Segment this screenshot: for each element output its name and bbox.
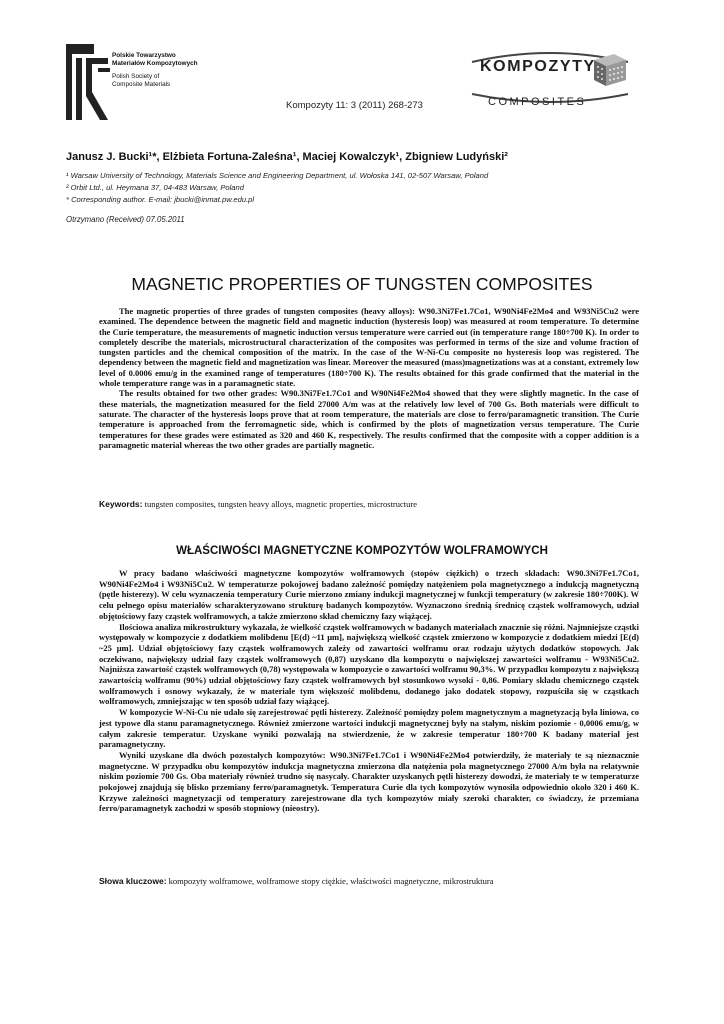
society-pl-line1: Polskie Towarzystwo <box>112 52 176 59</box>
paper-title-en: MAGNETIC PROPERTIES OF TUNGSTEN COMPOSITES <box>131 274 593 294</box>
society-name-pl <box>112 52 198 68</box>
streszczenie-paragraph-3: W kompozycie W-Ni-Cu nie udało się zarejestrować pętli histerezy. Zależność pomiędzy polem magnetycznym a magnetyzacją była liniowa, co jest typowe dla stanu paramagnetycznego. Również zmierzone wartości indukcji magnetycznej były na stałym, niskim poziomie - 0,0006 emu/g, w całym zakresie temperatur. Uzyskane wyniki pozwalają na stwierdzenie, że w zakresie temperatur 180÷700 K badany materiał jest paramagnetyczny. <box>99 707 639 750</box>
logo-cube-icon <box>590 50 630 88</box>
society-en-line1: Polish Society of <box>112 73 160 80</box>
slowa-text: kompozyty wolframowe, wolframowe stopy ciężkie, właściwości magnetyczne, mikrostruktura <box>166 876 494 886</box>
abstract-pl <box>99 568 639 814</box>
ptmk-logo-icon <box>64 42 114 122</box>
authors: Janusz J. Bucki¹*, Elżbieta Fortuna-Zaleśna¹, Maciej Kowalczyk¹, Zbigniew Ludyński² <box>66 151 508 163</box>
journal-logo <box>466 42 638 114</box>
streszczenie-paragraph-2: Ilościowa analiza mikrostruktury wykazała, że wielkość cząstek wolframowych w badanych materiałach znacznie się różni. Najmniejsze cząstki występowały w kompozycie z dodatkiem molibdenu [E(d) ~11 μm], największą wielkość cząstek zmierzono w kompozycie z dodatkiem miedzi [E(d) ~25 μm]. Udział objętościowy fazy cząstek wolframowych zależy od zawartości wolframu oraz rodzaju użytych dodatków stopowych. Jak oczekiwano, największy udział fazy cząstek wolframowych (0,87) uzyskano dla kompozytu o największej zawartości wolframu - W93Ni5Cu2. Najniższa zawartość cząstek wolframowych (0,78) występowała w kompozycie o zawartości wolframu 90,3%. W przypadku kompozytu z największą zawartością wolframu (90%) udział objętościowy fazy cząstek wolframowych był stosunkowo wysoki - 0,86. Pomiary składu chemicznego cząstek wolframowych i osnowy wykazały, że w materiale tym większość molibdenu, dodanego jako dodatek stopowy, rozpuściła się w cząstkach wolframowych, zmniejszając w ten sposób udział fazy wiążącej. <box>99 621 639 707</box>
brand-composites: COMPOSITES <box>488 96 587 108</box>
brand-kompozyty: KOMPOZYTY <box>480 58 596 75</box>
received-date: Otrzymano (Received) 07.05.2011 <box>66 215 185 224</box>
society-en-line2: Composite Materials <box>112 81 171 88</box>
keywords-pl <box>99 876 639 886</box>
keywords-text: tungsten composites, tungsten heavy alloys, magnetic properties, microstructure <box>142 499 418 509</box>
affiliation-1: ¹ Warsaw University of Technology, Materials Science and Engineering Department, ul. Wołoska 141, 02-507 Warsaw, Poland <box>66 171 489 180</box>
paper-title-pl: WŁAŚCIWOŚCI MAGNETYCZNE KOMPOZYTÓW WOLFRAMOWYCH <box>176 545 548 557</box>
abstract-paragraph-1: The magnetic properties of three grades of tungsten composites (heavy alloys): W90.3Ni7Fe1.7Co1, W90Ni4Fe2Mo4 and W93Ni5Cu2 were examined. The dependence between the magnetic field and magnetic induction (hysteresis loop) was measured at room temperature. To determine the Curie temperature, the measurements of magnetic induction versus temperature were carried out (in temperature range 180÷700 K). In order to completely describe the materials, microstructural characterization of the composites was performed in terms of the size and volume fraction of tungsten particles and the chemical composition of the matrix. In the case of the W-Ni-Cu composite no hysteresis loop was registered. The dependency between the magnetic field and magnetization was linear. Moreover the measured (mass)magnetizations was at a constant, extremely low level of 0.0006 emu/g in the examined range of temperatures (180÷700 K). The results obtained for this grade confirmed that the material in the whole temperature range was in a paramagnetic state. <box>99 306 639 389</box>
society-pl-line2: Materiałów Kompozytowych <box>112 60 198 67</box>
affiliation-2: ² Orbit Ltd., ul. Heymana 37, 04-483 Warsaw, Poland <box>66 183 244 192</box>
keywords-label: Keywords: <box>99 499 143 509</box>
slowa-label: Słowa kluczowe: <box>99 876 167 886</box>
society-name-en <box>112 73 170 89</box>
corresponding-author: * Corresponding author. E-mail: jbucki@inmat.pw.edu.pl <box>66 195 255 204</box>
abstract-en <box>99 306 639 450</box>
streszczenie-paragraph-4: Wyniki uzyskane dla dwóch pozostałych kompozytów: W90.3Ni7Fe1.7Co1 i W90Ni4Fe2Mo4 potwierdziły, że materiały te są nieznacznie magnetyczne. W przypadku obu kompozytów indukcja magnetyczna zmierzona dla natężenia pola magnetycznego 27000 A/m była na relatywnie niskim poziomie 700 Gs. Oba materiały również trudno się nasycały. Charakter uzyskanych pętli histerezy dowodzi, że materiały te w temperaturze pokojowej znajdują się blisko przemiany ferro/paramagnetyk. Temperatura Curie dla tych kompozytów wynosiła odpowiednio około 320 i 460 K. Krzywe zależności magnetyzacji od temperatury zarejestrowane dla tych kompozytów miały szeroki charakter, co świadczy, że przemiana ferro/paramagnetyk zachodzi w sposób stopniowy (nieostry). <box>99 749 639 814</box>
abstract-paragraph-2: The results obtained for two other grades: W90.3Ni7Fe1.7Co1 and W90Ni4Fe2Mo4 showed that they were slightly magnetic. In the case of these materials, the magnetization measured for the field 27000 A/m was at the relatively low level of 700 Gs. Both materials were difficult to saturate. The character of the hysteresis loops prove that at room temperature, the materials are close to ferro/paramagnetic transition. The Curie temperature is approached from the ferromagnetic side, which is confirmed by the plots of magnetization versus temperature. The Curie temperatures for these grades were estimated as 320 and 460 K, respectively. The results confirmed that the composite with a copper addition is a paramagnetic material whereas the two other grades are partially magnetic. <box>99 388 639 450</box>
keywords-en <box>99 499 639 509</box>
streszczenie-paragraph-1: W pracy badano właściwości magnetyczne kompozytów wolframowych (stopów ciężkich) o trzech składach: W90.3Ni7Fe1.7Co1, W90Ni4Fe2Mo4 i W93Ni5Cu2. W temperaturze pokojowej badano zależność pomiędzy natężeniem pola magnetycznego a indukcją magnetyczną (pętle histerezy). W celu wyznaczenia temperatury Curie mierzono zmiany indukcji magnetycznej w funkcji temperatury (w zakresie 180÷700K). W celu pełnego opisu materiałów scharakteryzowano strukturę badanych kompozytów. Wyznaczono średnią średnicę cząstek wolframowych, udział objętościowy fazy cząstek wolframowych, a także zmierzono skład chemiczny fazy wiążącej. <box>99 568 639 621</box>
society-logo <box>64 42 224 122</box>
journal-reference: Kompozyty 11: 3 (2011) 268-273 <box>286 100 423 111</box>
